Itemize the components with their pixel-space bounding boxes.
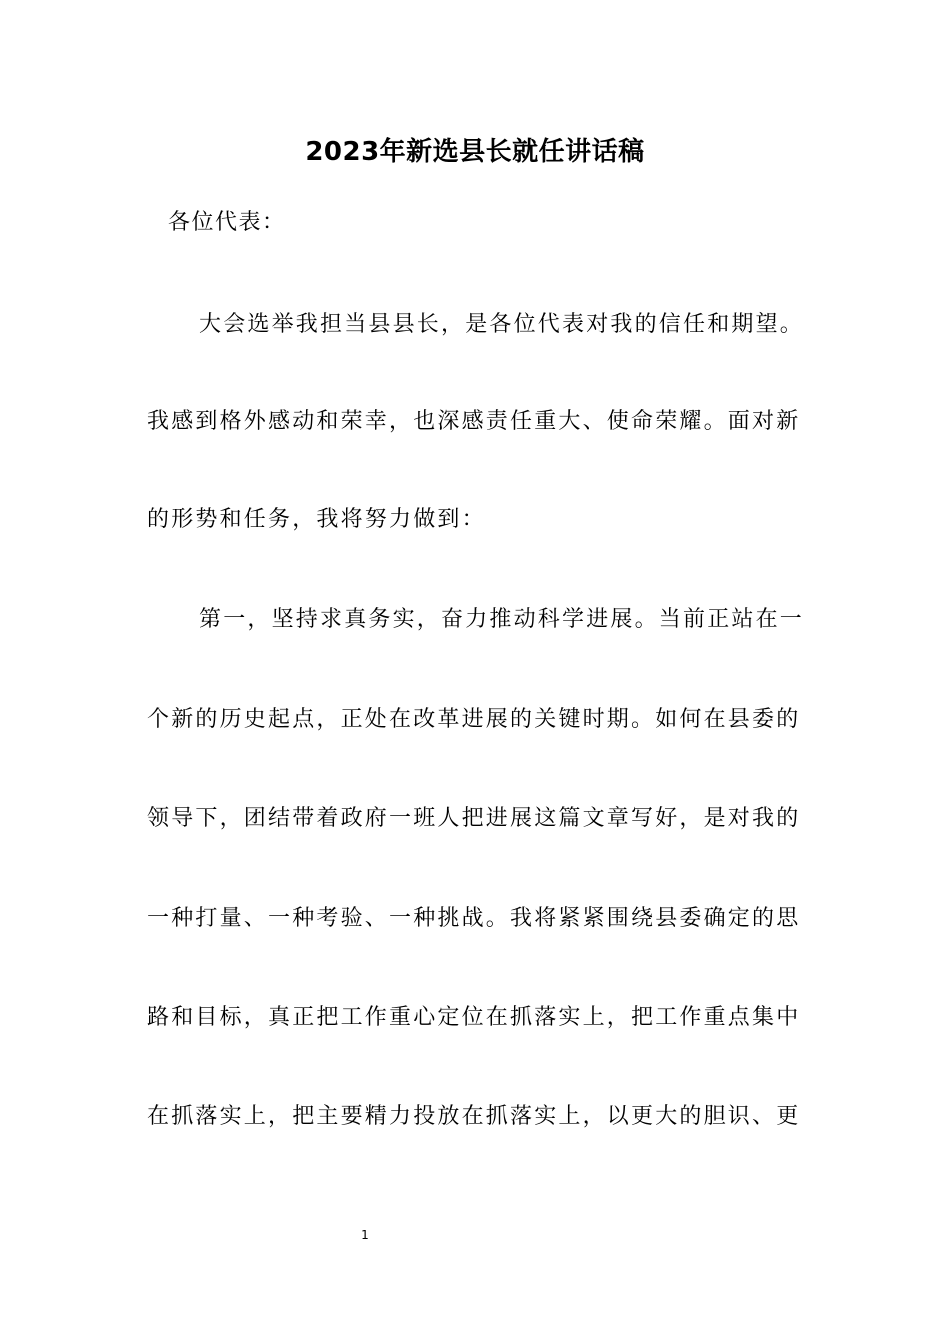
page-number: 1 xyxy=(361,1228,369,1242)
paragraph-line: 领导下，团结带着政府一班人把进展这篇文章写好，是对我的 xyxy=(147,806,801,831)
paragraph-line: 个新的历史起点，正处在改革进展的关键时期。如何在县委的 xyxy=(147,707,801,732)
paragraph-line: 路和目标，真正把工作重心定位在抓落实上，把工作重点集中 xyxy=(147,1005,801,1030)
paragraph-line: 一种打量、一种考验、一种挑战。我将紧紧围绕县委确定的思 xyxy=(147,906,801,931)
paragraph-line: 大会选举我担当县县长，是各位代表对我的信任和期望。 xyxy=(199,312,805,337)
paragraph-line: 第一，坚持求真务实，奋力推动科学进展。当前正站在一 xyxy=(199,607,805,632)
salutation: 各位代表： xyxy=(168,210,286,235)
document-title: 2023年新选县长就任讲话稿 xyxy=(305,137,645,167)
paragraph-line: 的形势和任务，我将努力做到： xyxy=(147,507,486,532)
paragraph-line: 我感到格外感动和荣幸，也深感责任重大、使命荣耀。面对新 xyxy=(147,409,801,434)
paragraph-line: 在抓落实上，把主要精力投放在抓落实上，以更大的胆识、更 xyxy=(147,1104,801,1129)
